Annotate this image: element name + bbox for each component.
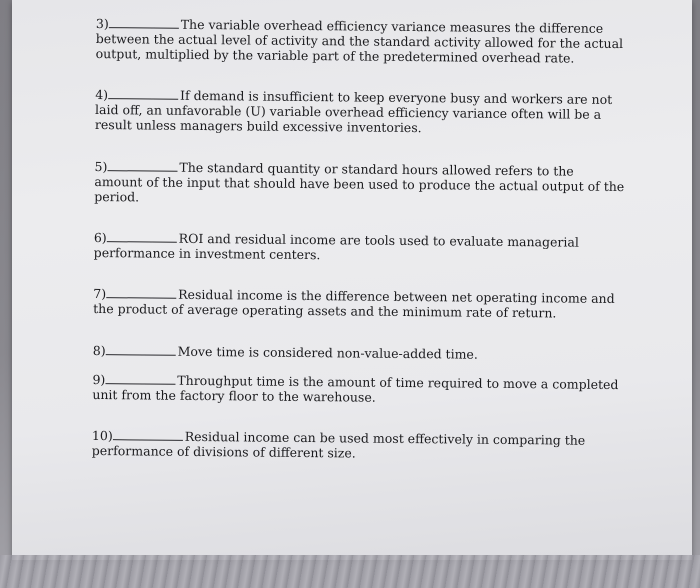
question-text: The variable overhead efficiency variance measures the difference between the actual level of activity and the standard activity allowed for the actual output, multiplied by the variable part of the predetermined overhead rate. bbox=[95, 16, 624, 66]
question-text: Throughput time is the amount of time required to move a completed unit from the factory floor to the warehouse. bbox=[92, 372, 619, 405]
question-number: 9) bbox=[92, 371, 106, 388]
question-text: Residual income is the difference between net operating income and the product of average operating assets and the minimum rate of return. bbox=[93, 286, 615, 321]
question-number: 7) bbox=[93, 285, 107, 302]
answer-blank[interactable] bbox=[107, 230, 177, 243]
question-number: 8) bbox=[92, 342, 106, 359]
question-number: 3) bbox=[95, 16, 109, 32]
answer-blank[interactable] bbox=[107, 159, 177, 172]
fabric-background bbox=[0, 555, 700, 588]
question-number: 4) bbox=[95, 86, 109, 103]
question-6 bbox=[94, 230, 624, 265]
question-number: 10) bbox=[91, 427, 113, 444]
question-number: 6) bbox=[93, 229, 107, 246]
question-8 bbox=[93, 343, 623, 363]
answer-blank[interactable] bbox=[108, 87, 178, 100]
answer-blank[interactable] bbox=[105, 372, 175, 385]
question-4 bbox=[95, 87, 625, 137]
answer-blank[interactable] bbox=[113, 428, 183, 441]
question-10 bbox=[92, 428, 622, 463]
question-text: The standard quantity or standard hours allowed refers to the amount of the input that should have been used to produce the actual output of the period. bbox=[94, 159, 625, 205]
question-5 bbox=[94, 159, 624, 209]
answer-blank[interactable] bbox=[106, 343, 176, 356]
question-9 bbox=[92, 372, 622, 407]
answer-blank[interactable] bbox=[109, 16, 179, 29]
question-number: 5) bbox=[94, 158, 108, 175]
question-text: Move time is considered non-value-added time. bbox=[177, 343, 478, 362]
question-text: ROI and residual income are tools used to evaluate managerial performance in investment centers. bbox=[93, 230, 579, 263]
question-text: Residual income can be used most effectively in comparing the performance of divisions of different size. bbox=[91, 428, 586, 461]
question-text: If demand is insufficient to keep everyone busy and workers are not laid off, an unfavorable (U) variable overhead efficiency variance often will be a result unless managers build excessive inventories. bbox=[94, 87, 613, 136]
question-3 bbox=[96, 16, 626, 66]
answer-blank[interactable] bbox=[106, 286, 176, 299]
question-7 bbox=[93, 286, 623, 321]
question-list bbox=[92, 16, 626, 485]
